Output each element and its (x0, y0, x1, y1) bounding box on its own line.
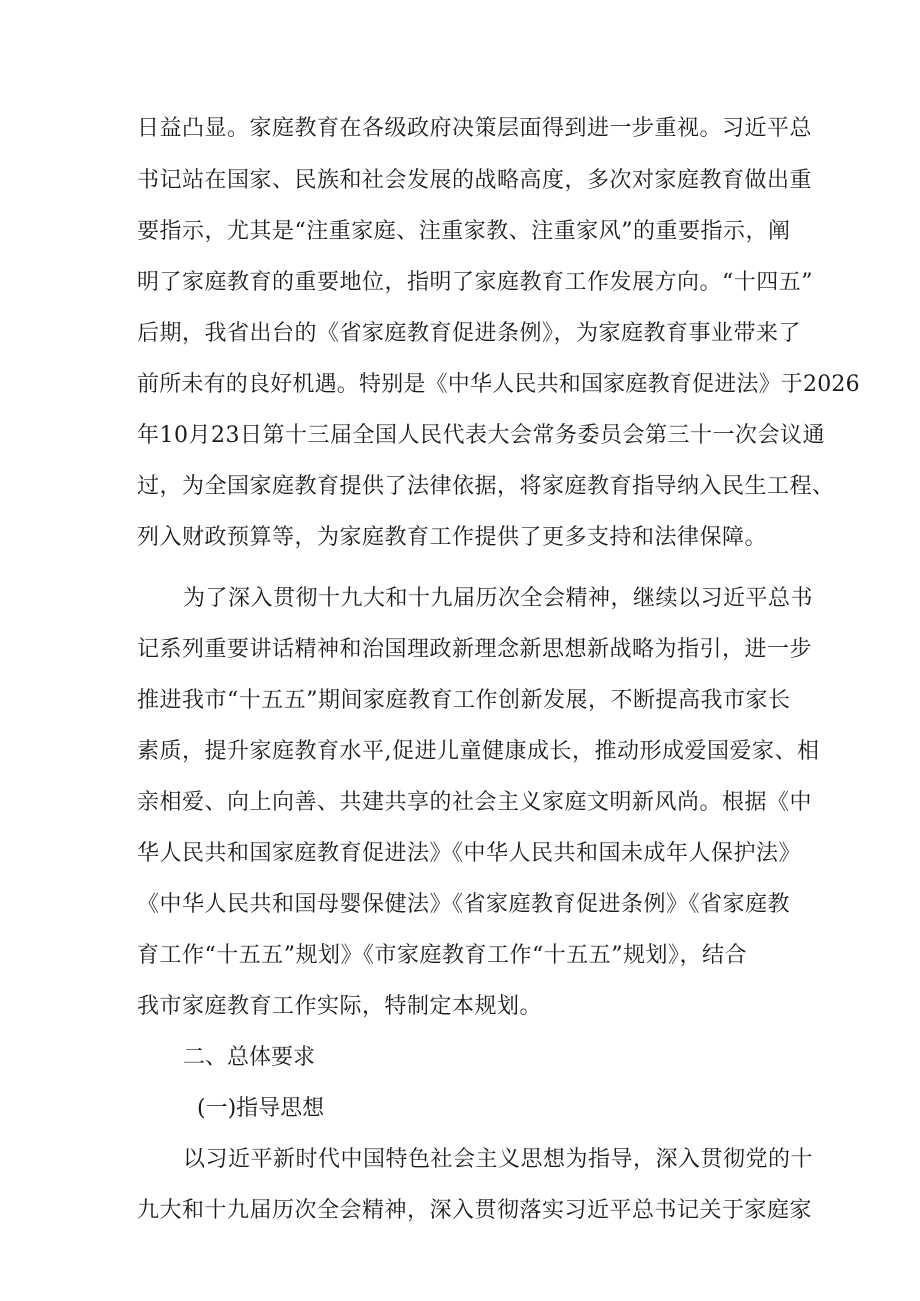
paragraph-1-line: 前所未有的良好机遇。特别是《中华人民共和国家庭教育促进法》于2026 (137, 372, 860, 397)
paragraph-2-line: 我市家庭教育工作实际，特制定本规划。 (137, 994, 543, 1019)
paragraph-2-line: 记系列重要讲话精神和治国理政新理念新思想新战略为指引，进一步 (137, 637, 813, 662)
paragraph-1-line: 书记站在国家、民族和社会发展的战略高度，多次对家庭教育做出重 (137, 168, 813, 193)
paragraph-3-line: 以习近平新时代中国特色社会主义思想为指导，深入贯彻党的十 (183, 1147, 814, 1172)
paragraph-1-line: 后期，我省出台的《省家庭教育促进条例》，为家庭教育事业带来了 (137, 321, 802, 346)
paragraph-2-line: 华人民共和国家庭教育促进法》《中华人民共和国未成年人保护法》 (137, 841, 802, 866)
paragraph-2-line: 亲相爱、向上向善、共建共享的社会主义家庭文明新风尚。根据《中 (137, 790, 813, 815)
paragraph-1-line: 明了家庭教育的重要地位，指明了家庭教育工作发展方向。“十四五” (137, 270, 813, 295)
paragraph-3-line: 九大和十九届历次全会精神，深入贯彻落实习近平总书记关于家庭家 (137, 1198, 813, 1223)
paragraph-2-line: 为了深入贯彻十九大和十九届历次全会精神，继续以习近平总书 (183, 586, 814, 611)
paragraph-2-line: 推进我市“十五五”期间家庭教育工作创新发展，不断提高我市家长 (137, 688, 791, 713)
paragraph-1-line: 年10月23日第十三届全国人民代表大会常务委员会第三十一次会议通 (137, 423, 825, 448)
paragraph-1-line: 列入财政预算等，为家庭教育工作提供了更多支持和法律保障。 (137, 525, 768, 550)
paragraph-1-line: 要指示，尤其是“注重家庭、注重家教、注重家风”的重要指示，阐 (137, 219, 791, 244)
paragraph-2-line: 育工作“十五五”规划》《市家庭教育工作“十五五”规划》，结合 (137, 943, 747, 968)
paragraph-2-line: 素质，提升家庭教育水平,促进儿童健康成长，推动形成爱国爱家、相 (137, 739, 820, 764)
paragraph-2-line: 《中华人民共和国母婴保健法》《省家庭教育促进条例》《省家庭教 (137, 892, 791, 917)
section-heading: 二、总体要求 (183, 1045, 316, 1070)
paragraph-1-line: 过，为全国家庭教育提供了法律依据，将家庭教育指导纳入民生工程、 (137, 474, 835, 499)
paragraph-1-line: 日益凸显。家庭教育在各级政府决策层面得到进一步重视。习近平总 (137, 116, 813, 141)
subsection-heading: (一)指导思想 (197, 1096, 325, 1121)
